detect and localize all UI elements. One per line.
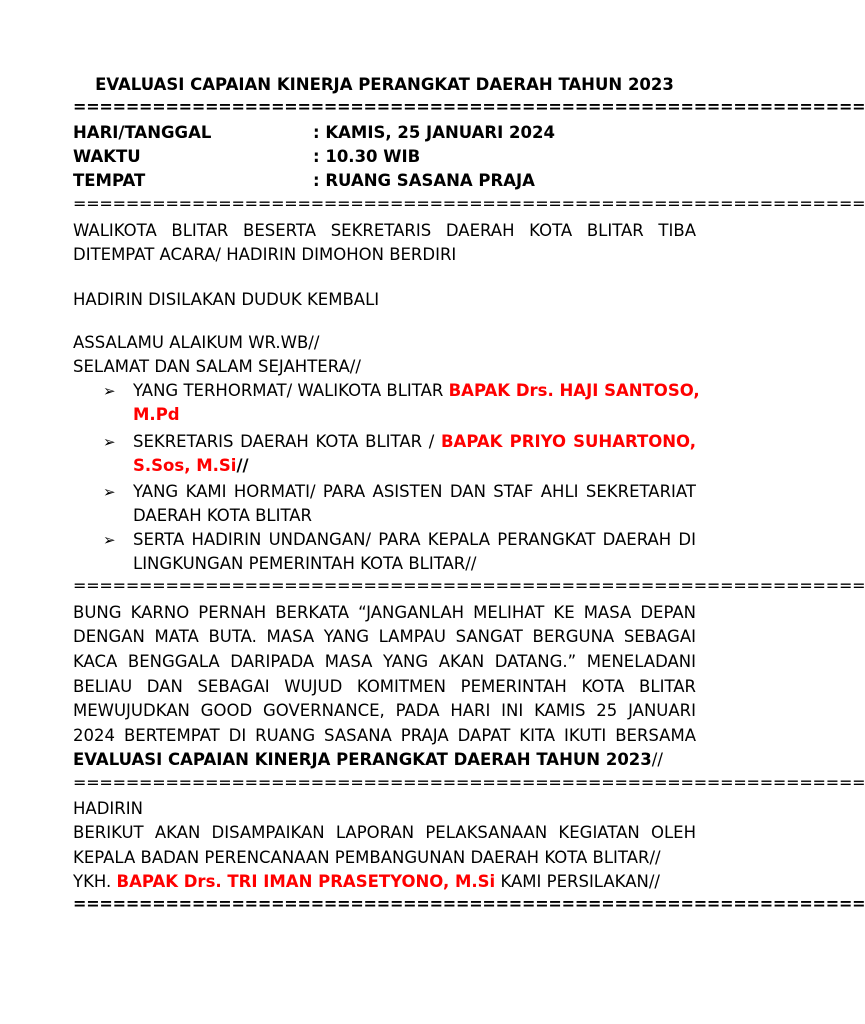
bullet-item: YANG TERHORMAT/ WALIKOTA BLITAR BAPAK Drs. HAJI SANTOSO, <box>133 381 700 400</box>
day-value: : KAMIS, 25 JANUARI 2024 <box>313 123 555 142</box>
quote-line: MEWUJUDKAN GOOD GOVERNANCE, PADA HARI INI KAMIS 25 JANUARI <box>73 701 696 720</box>
arrow-bullet-icon: ➢ <box>103 483 116 501</box>
quote-line: BUNG KARNO PERNAH BERKATA “JANGANLAH MELIHAT KE MASA DEPAN <box>73 603 696 622</box>
quote-line: 2024 BERTEMPAT DI RUANG SASANA PRAJA DAPAT KITA IKUTI BERSAMA <box>73 726 696 745</box>
bullet-item-cont <box>133 403 696 427</box>
place-label: TEMPAT <box>73 171 146 190</box>
place-value: : RUANG SASANA PRAJA <box>313 171 535 190</box>
time-value: : 10.30 WIB <box>313 147 421 166</box>
separator-line: ============================================================ <box>73 894 865 913</box>
seated-line: HADIRIN DISILAKAN DUDUK KEMBALI <box>73 290 380 309</box>
quote-line: EVALUASI CAPAIAN KINERJA PERANGKAT DAERAH TAHUN 2023// <box>73 750 663 769</box>
closing-line: KEPALA BADAN PERENCANAAN PEMBANGUNAN DAERAH KOTA BLITAR// <box>73 848 661 867</box>
official-name: BAPAK Drs. HAJI SANTOSO, <box>448 381 700 400</box>
official-name: M.Pd <box>133 405 180 424</box>
bullet-item-cont: LINGKUNGAN PEMERINTAH KOTA BLITAR// <box>133 554 477 573</box>
opening-line: DITEMPAT ACARA/ HADIRIN DIMOHON BERDIRI <box>73 245 457 264</box>
day-label: HARI/TANGGAL <box>73 123 212 142</box>
arrow-bullet-icon: ➢ <box>103 433 116 451</box>
bullet-item: YANG KAMI HORMATI/ PARA ASISTEN DAN STAF AHLI SEKRETARIAT <box>133 482 696 501</box>
time-label: WAKTU <box>73 147 141 166</box>
hadirin-line: HADIRIN <box>73 799 143 818</box>
opening-line: WALIKOTA BLITAR BESERTA SEKRETARIS DAERAH KOTA BLITAR TIBA <box>73 221 696 240</box>
separator-line: ============================================================ <box>73 773 865 792</box>
arrow-bullet-icon: ➢ <box>103 531 116 549</box>
bullet-item: SEKRETARIS DAERAH KOTA BLITAR / BAPAK PRIYO SUHARTONO, <box>133 432 696 451</box>
quote-line: BELIAU DAN SEBAGAI WUJUD KOMITMEN PEMERINTAH KOTA BLITAR <box>73 677 696 696</box>
bullet-item-cont: S.Sos, M.Si// <box>133 456 249 475</box>
closing-line: YKH. BAPAK Drs. TRI IMAN PRASETYONO, M.Si KAMI PERSILAKAN// <box>73 872 660 891</box>
event-title-inline: EVALUASI CAPAIAN KINERJA PERANGKAT DAERAH TAHUN 2023 <box>73 750 652 769</box>
greeting-line: SELAMAT DAN SALAM SEJAHTERA// <box>73 357 361 376</box>
quote-line: DENGAN MATA BUTA. MASA YANG LAMPAU SANGAT BERGUNA SEBAGAI <box>73 627 696 646</box>
official-name: S.Sos, M.Si <box>133 456 237 475</box>
bullet-item-cont: DAERAH KOTA BLITAR <box>133 506 313 525</box>
document-title: EVALUASI CAPAIAN KINERJA PERANGKAT DAERAH TAHUN 2023 <box>95 75 674 94</box>
bullet-item: SERTA HADIRIN UNDANGAN/ PARA KEPALA PERANGKAT DAERAH DI <box>133 530 696 549</box>
official-name: BAPAK PRIYO SUHARTONO, <box>440 432 696 451</box>
separator-line: ============================================================ <box>73 194 865 213</box>
greeting-line: ASSALAMU ALAIKUM WR.WB// <box>73 333 320 352</box>
separator-line: ============================================================ <box>73 576 865 595</box>
quote-line: KACA BENGGALA DARIPADA MASA YANG AKAN DATANG.” MENELADANI <box>73 652 696 671</box>
separator-line: ============================================================ <box>73 97 865 116</box>
arrow-bullet-icon: ➢ <box>103 382 116 400</box>
official-name: BAPAK Drs. TRI IMAN PRASETYONO, M.Si <box>116 872 496 891</box>
closing-line: BERIKUT AKAN DISAMPAIKAN LAPORAN PELAKSANAAN KEGIATAN OLEH <box>73 823 696 842</box>
